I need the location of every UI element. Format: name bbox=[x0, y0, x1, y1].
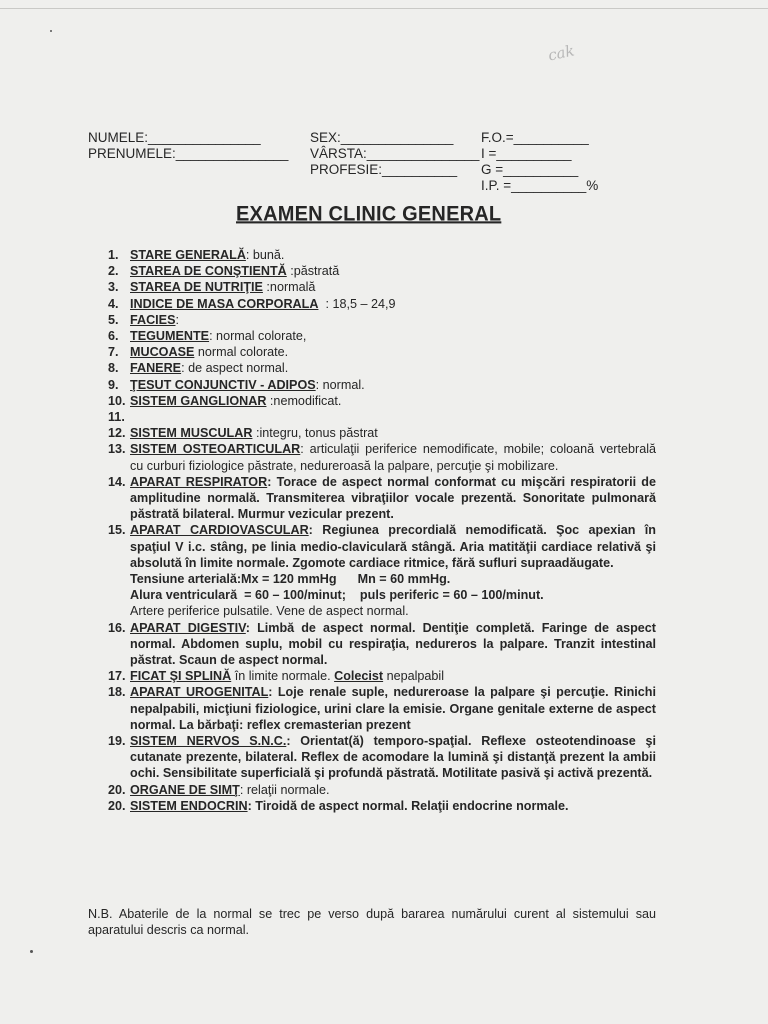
varsta-field: VÂRSTA:_______________ bbox=[310, 146, 480, 161]
exam-item bbox=[108, 409, 656, 425]
exam-item bbox=[108, 344, 656, 360]
item-number: 8. bbox=[108, 361, 119, 376]
handwritten-note: cak bbox=[546, 41, 577, 65]
header-row-1 bbox=[88, 130, 648, 146]
item-number: 11. bbox=[108, 410, 125, 425]
item-number: 2. bbox=[108, 264, 119, 279]
item-text: : de aspect normal. bbox=[181, 361, 289, 376]
ip-field: I.P. =__________% bbox=[481, 178, 599, 193]
item-label: INDICE DE MASA CORPORALA bbox=[130, 296, 319, 311]
item-label: FANERE bbox=[130, 361, 182, 376]
item-text: :normală bbox=[262, 280, 316, 295]
item-sistem-endocrin: 20. SISTEM ENDOCRIN: Tiroidă de aspect normal. Relaţii endocrine normale. bbox=[108, 798, 569, 813]
item-ficat-splina: 17. FICAT ŞI SPLINĂ în limite normale. Colecist nepalpabil bbox=[108, 669, 445, 684]
item-text: : bbox=[175, 312, 179, 327]
exam-item bbox=[108, 312, 656, 328]
item-text: normal colorate. bbox=[194, 345, 289, 360]
item-text: : normal. bbox=[315, 377, 365, 392]
item-aparat-urogenital: 18. APARAT UROGENITAL: Loje renale suple, nedureroase la palpare şi percuţie. Rinichi nepalpabili, micţiuni fiziologice, urini clare la emisie. Organe genitale externe de aspect normal. La bărbaţi: reflex cremasterian prezent bbox=[108, 685, 656, 732]
item-organe-de-simt: 20. ORGANE DE SIMŢ: relaţii normale. bbox=[108, 782, 330, 797]
alura-ventriculara: Alura ventriculară = 60 – 100/minut; puls periferic = 60 – 100/minut. bbox=[130, 588, 544, 603]
tensiune-arteriala: Tensiune arterială:Mx = 120 mmHg Mn = 60 mmHg. bbox=[130, 572, 451, 587]
item-number: 4. bbox=[108, 296, 119, 311]
exam-item bbox=[108, 328, 656, 344]
item-aparat-digestiv: 16. APARAT DIGESTIV: Limbă de aspect normal. Dentiţie completă. Faringe de aspect normal. Abdomen suplu, mobil cu respiraţia, nedureros la palpare. Tranzit intestinal păstrat. Scaun de aspect normal. bbox=[108, 620, 656, 668]
sex-field: SEX:_______________ bbox=[310, 130, 454, 145]
exam-item bbox=[108, 296, 656, 312]
item-label: STAREA DE CONŞTIENTĂ bbox=[130, 264, 287, 279]
item-number: 10. bbox=[108, 393, 126, 408]
header-row-4 bbox=[88, 178, 648, 194]
exam-item bbox=[108, 393, 656, 409]
exam-items bbox=[108, 247, 660, 814]
page-edge bbox=[0, 8, 768, 9]
exam-item bbox=[108, 279, 656, 295]
item-label: TEGUMENTE bbox=[130, 329, 210, 344]
item-label: SISTEM GANGLIONAR bbox=[130, 393, 267, 408]
item-text: : normal colorate, bbox=[209, 329, 307, 344]
item-number: 1. bbox=[108, 248, 119, 262]
exam-item bbox=[108, 360, 656, 376]
g-field: G =__________ bbox=[481, 162, 579, 177]
prenumele-field: PRENUMELE:_______________ bbox=[88, 146, 289, 161]
item-aparat-cardiovascular: 15. APARAT CARDIOVASCULAR: Regiunea precordială nemodificată. Şoc apexian în spaţiul V i.c. stâng, pe linia medio-claviculară stângă. Aria matităţii cardiace relativă şi absolută în limite normale. Zgomote cardiace ritmice, fără sufluri supraadăugate. Tensiune arterială:Mx = 120 mmHg Mn = 60 mmHg. Alura ventriculară = 60 – 100/minut; puls periferic = 60 – 100/minut. Artere periferice pulsatile. Vene de aspect normal. bbox=[108, 523, 656, 619]
item-label: STARE GENERALĂ bbox=[130, 248, 246, 262]
item-label: STAREA DE NUTRIŢIE bbox=[130, 280, 263, 295]
item-label: SISTEM OSTEOARTICULAR bbox=[130, 442, 301, 457]
item-number: 9. bbox=[108, 377, 119, 392]
fo-field: F.O.=__________ bbox=[481, 130, 589, 145]
exam-item bbox=[108, 263, 656, 279]
item-text: :integru, tonus păstrat bbox=[252, 426, 378, 441]
item-number: 5. bbox=[108, 312, 119, 327]
nota-bene: N.B. Abaterile de la normal se trec pe verso după bararea numărului curent al sistemului sau aparatului descris ca normal. bbox=[88, 907, 656, 938]
patient-header bbox=[88, 130, 648, 194]
item-number: 7. bbox=[108, 345, 119, 360]
numele-field: NUMELE:_______________ bbox=[88, 130, 261, 145]
artere-periferice: Artere periferice pulsatile. Vene de aspect normal. bbox=[130, 604, 409, 619]
item-text: :păstrată bbox=[286, 264, 340, 279]
item-text: : bună. bbox=[245, 248, 285, 262]
exam-item bbox=[108, 377, 656, 393]
header-row-3 bbox=[88, 162, 648, 178]
item-number: 12. bbox=[108, 426, 126, 441]
exam-item bbox=[108, 247, 656, 263]
scan-speck bbox=[50, 30, 52, 32]
item-number: 6. bbox=[108, 329, 119, 344]
item-text: : 18,5 – 24,9 bbox=[318, 296, 396, 311]
item-label: SISTEM MUSCULAR bbox=[130, 426, 253, 441]
scan-speck bbox=[30, 950, 33, 953]
item-label: FACIES bbox=[130, 312, 176, 327]
simple-item-list bbox=[108, 247, 660, 474]
item-number: 13. bbox=[108, 442, 126, 457]
exam-item bbox=[108, 425, 656, 441]
item-label: MUCOASE bbox=[130, 345, 195, 360]
item-number: 3. bbox=[108, 280, 119, 295]
i-field: I =__________ bbox=[481, 146, 572, 161]
item-text: :nemodificat. bbox=[266, 393, 342, 408]
exam-item bbox=[108, 441, 660, 473]
header-row-2 bbox=[88, 146, 648, 162]
item-label: ŢESUT CONJUNCTIV - ADIPOS bbox=[130, 377, 316, 392]
profesie-field: PROFESIE:__________ bbox=[310, 162, 458, 177]
item-text: : articulaţii periferice nemodificate, mobile; coloană vertebrală cu curburi fiziologice păstrate, nedureroasă la palpare, percuţie şi mobilizare. bbox=[130, 442, 660, 473]
item-aparat-respirator: 14. APARAT RESPIRATOR: Torace de aspect normal conformat cu mişcări respiratorii de amplitudine normală. Transmiterea vibraţiilor vocale prezentă. Sonoritate pulmonară păstrată bilateral. Murmur vezicular prezent. bbox=[108, 474, 656, 522]
document-title: EXAMEN CLINIC GENERAL bbox=[236, 202, 502, 226]
item-sistem-nervos: 19. SISTEM NERVOS S.N.C.: Orientat(ă) temporo-spaţial. Reflexe osteotendinoase şi cutanate prezente, bilateral. Reflex de acomodare la lumină şi distanţă prezent la ambii ochi. Sensibilitate superficială şi profundă păstrată. Motilitate pasivă şi activă prezentă. bbox=[108, 734, 656, 781]
